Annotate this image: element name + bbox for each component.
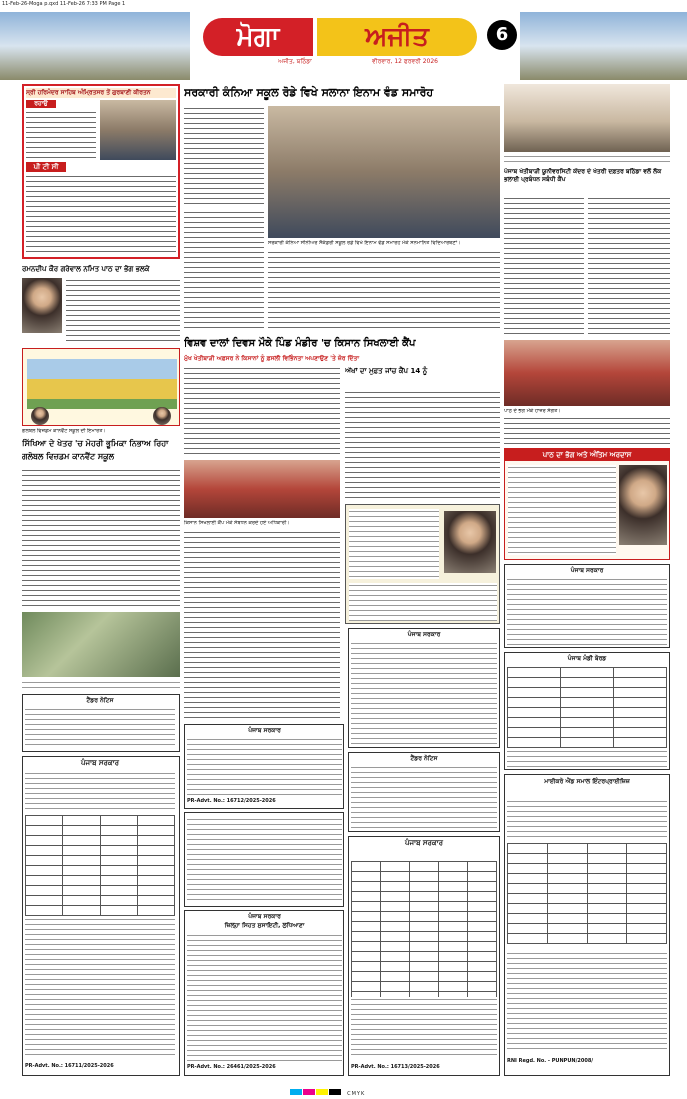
cmyk-label-m: M [351,1091,356,1097]
right-ad-1-body [507,577,667,645]
advert-portrait-1 [31,407,49,425]
tender-ad-1-title: ਟੈਂਡਰ ਨੋਟਿਸ [86,697,114,704]
masthead-date: ਵੀਰਵਾਰ, 12 ਫਰਵਰੀ 2026 [372,58,438,65]
bhog-banner-title: ਪਾਠ ਦਾ ਭੋਗ ਅਤੇ ਅੰਤਿਮ ਅਰਦਾਸ [505,449,669,461]
gurbani-body [26,174,176,256]
cmyk-label-k: K [360,1091,365,1097]
school-building-photo [27,359,177,409]
bhog-banner-portrait [619,465,667,545]
tender-ad-1 [22,694,180,752]
bhog-banner-right [504,448,670,560]
middle-story-col-1 [184,366,340,456]
right-ad-2-table [507,667,667,748]
right-headline: ਪੰਜਾਬ ਖੇਤੀਬਾੜੀ ਯੂਨੀਵਰਸਿਟੀ ਕੇਂਦਰ ਦੇ ਖੇਤਰੀ ਦਫ਼ਤਰ ਬਠਿੰਡਾ ਵਲੋਂ ਲੋਕ ਭਲਾਈ ਪ੍ਰਬੰਧਨ ਸਬੰਧੀ ਕੈਂਪ [504,168,662,183]
pr-adv-3: PR-Advt. No.: 16713/2025-2026 [351,1064,440,1070]
masthead-title-left: ਮੋਗਾ [203,18,313,56]
punjab-sarkar-ad-left [22,756,180,1076]
portrait-ramandeep [22,278,62,333]
main-headline: ਸਰਕਾਰੀ ਕੰਨਿਆ ਸਕੂਲ ਰੋਡੇ ਵਿਖੇ ਸਲਾਨਾ ਇਨਾਮ ਵੰਡ ਸਮਾਰੋਹ [184,86,434,99]
gurbani-box [22,84,180,259]
bhog-banner-text [508,465,616,555]
right-story-col-1 [504,196,584,336]
right-ad-2-title: ਪੰਜਾਬ ਮੰਡੀ ਬੋਰਡ [567,655,607,662]
center-ad-2 [348,752,500,832]
middle-ad-2-body [187,817,342,902]
slug-line: 11-Feb-26-Moga p.qxd 11-Feb-26 7:33 PM Page 1 [2,1,126,7]
middle-ad-1-title: ਪੰਜਾਬ ਸਰਕਾਰ [248,727,281,734]
black-swatch [329,1089,341,1095]
right-ad-2-footer [507,749,667,767]
bhog-advert-details [349,583,497,621]
punjab-sarkar-left-title: ਪੰਜਾਬ ਸਰਕਾਰ [80,759,119,767]
masthead [0,12,687,80]
middle-ad-1-body [187,737,342,795]
right-ad-3-title: ਮਾਈਕਰੋ ਐਂਡ ਸਮਾਲ ਇੰਟਰਪ੍ਰਾਈਜ਼ਿਜ਼ [544,778,630,785]
magenta-swatch [303,1089,315,1095]
channel-label: ਪੀ ਟੀ ਸੀ [26,162,66,172]
sangat-photo [504,340,670,406]
center-ad-1 [348,628,500,748]
middle-story-photo [184,460,340,518]
school-advert [22,348,180,426]
middle-subheadline: ਮੁੱਖ ਖੇਤੀਬਾੜੀ ਅਫ਼ਸਰ ਨੇ ਕਿਸਾਨਾਂ ਨੂੰ ਫ਼ਸਲੀ ਵਿਭਿੰਨਤਾ ਅਪਣਾਉਣ 'ਤੇ ਜ਼ੋਰ ਦਿੱਤਾ [184,355,360,362]
rni-number: RNI Regd. No. - PUNPUN/2008/ [507,1058,594,1064]
bhog-advert-portrait [444,511,496,573]
main-story-cols [268,250,500,330]
right-ad-3-table [507,843,667,944]
masthead-photo-right [520,12,687,80]
masthead-banner [195,16,495,66]
right-ad-3-body [507,951,667,1051]
right-ad-2 [504,652,670,770]
masthead-title-right: ਅਜੀਤ [317,18,477,56]
yellow-swatch [316,1089,328,1095]
pr-adv-2: PR-Advt. No.: 16712/2025-2026 [187,798,276,804]
bhog-advert-text [349,509,439,579]
gurbani-label: ਰਹਾਉ [26,100,56,108]
cmyk-label-c: C [347,1091,351,1097]
meeting-caption [504,154,670,166]
right-ad-1-title: ਪੰਜਾਬ ਸਰਕਾਰ [570,567,604,574]
right-story-col-2 [588,196,670,336]
middle-story-col-2 [184,530,340,720]
middle-ad-3-subtitle: ਜ਼ਿਲ੍ਹਾ ਸਿਹਤ ਸੁਸਾਇਟੀ, ਲੁਧਿਆਣਾ [224,922,305,929]
right-story-2-text [504,416,670,444]
cmyk-label-y: Y [356,1091,360,1097]
punjab-sarkar-left-body [25,917,175,1057]
center-ad-3-title: ਪੰਜਾਬ ਸਰਕਾਰ [404,839,443,847]
gurbani-title: ਸ੍ਰੀ ਹਰਿਮੰਦਰ ਸਾਹਿਬ ਅੰਮ੍ਰਿਤਸਰ ਤੋਂ ਗੁਰਬਾਣੀ ਕੀਰਤਨ [26,88,176,98]
center-ad-2-body [351,765,497,829]
gurbani-text [26,110,96,158]
main-story-col-1 [184,106,264,206]
golden-temple-photo [100,100,176,160]
left-story-1-text [66,278,180,344]
meeting-photo [504,84,670,152]
tender-ad-1-body [25,707,175,747]
eye-camp-headline: ਅੱਖਾਂ ਦਾ ਮੁਫ਼ਤ ਜਾਂਚ ਕੈਂਪ 14 ਨੂੰ [345,367,428,375]
cyan-swatch [290,1089,302,1095]
right-ad-1 [504,564,670,648]
masthead-photo-left [0,12,190,80]
punjab-sarkar-left-text [25,771,175,811]
pr-adv-4: PR-Advt. No.: 26461/2025-2026 [187,1064,276,1070]
main-story-col-1b [184,210,264,330]
main-caption: ਸਰਕਾਰੀ ਕੰਨਿਆ ਸੀਨੀਅਰ ਸੈਕੰਡਰੀ ਸਕੂਲ ਰੋਡੇ ਵਿਖੇ ਇਨਾਮ ਵੰਡ ਸਮਾਰੋਹ ਮੌਕੇ ਸਨਮਾਨਿਤ ਵਿਦਿਆਰਥਣਾਂ। [268,240,461,246]
middle-ad-3-title: ਪੰਜਾਬ ਸਰਕਾਰ [248,913,281,920]
right-ad-3-intro [507,799,667,839]
main-story-photo [268,106,500,238]
school-students-photo [22,612,180,677]
center-ad-1-body [351,641,497,745]
middle-caption: ਕਿਸਾਨ ਸਿਖਲਾਈ ਕੈਂਪ ਮੌਕੇ ਸੰਬੋਧਨ ਕਰਦੇ ਹੋਏ ਅਧਿਕਾਰੀ। [184,520,290,526]
left-story-2-text [22,468,180,608]
middle-ad-1 [184,724,344,809]
eye-camp-text [345,390,500,500]
pr-adv-left: PR-Advt. No.: 16711/2025-2026 [25,1063,114,1069]
center-ad-2-title: ਟੈਂਡਰ ਨੋਟਿਸ [410,755,438,762]
middle-headline: ਵਿਸ਼ਵ ਦਾਲਾਂ ਦਿਵਸ ਮੌਕੇ ਪਿੰਡ ਮੰਡੀਰ 'ਚ ਕਿਸਾਨ ਸਿਖਲਾਈ ਕੈਂਪ [184,338,416,349]
center-ad-3 [348,836,500,1076]
right-ad-3 [504,774,670,1076]
middle-ad-3-body [187,933,342,1061]
students-photo-caption [22,680,180,690]
right-caption-2: ਪਾਠ ਦੇ ਭੋਗ ਮੌਕੇ ਹਾਜ਼ਰ ਸੰਗਤ। [504,408,561,414]
left-headline-1: ਰਮਨਦੀਪ ਕੌਰ ਗਰੇਵਾਲ ਨਮਿਤ ਪਾਠ ਦਾ ਭੋਗ ਭਲਕੇ [22,265,150,273]
masthead-subtitle: ਅਜੀਤ, ਬਠਿੰਡਾ [278,58,312,65]
left-photo-caption: ਗਲੋਬਲ ਵਿਜ਼ਡਮ ਕਾਨਵੈਂਟ ਸਕੂਲ ਦੀ ਇਮਾਰਤ। [22,428,106,434]
punjab-sarkar-left-table [25,815,175,916]
page-number: 6 [487,20,517,50]
middle-ad-3 [184,910,344,1076]
center-ad-1-title: ਪੰਜਾਬ ਸਰਕਾਰ [407,631,441,638]
advert-portrait-2 [153,407,171,425]
middle-ad-2 [184,812,344,907]
left-headline-2: ਸਿੱਖਿਆ ਦੇ ਖੇਤਰ 'ਚ ਮੋਹਰੀ ਭੂਮਿਕਾ ਨਿਭਾਅ ਰਿਹਾ ਗਲੋਬਲ ਵਿਜ਼ਡਮ ਕਾਨਵੈਂਟ ਸਕੂਲ [22,439,169,461]
cmyk-bar [290,1080,410,1097]
bhog-advert-middle [345,504,500,624]
center-ad-3-table [351,861,497,1002]
center-ad-3-body [351,997,497,1057]
